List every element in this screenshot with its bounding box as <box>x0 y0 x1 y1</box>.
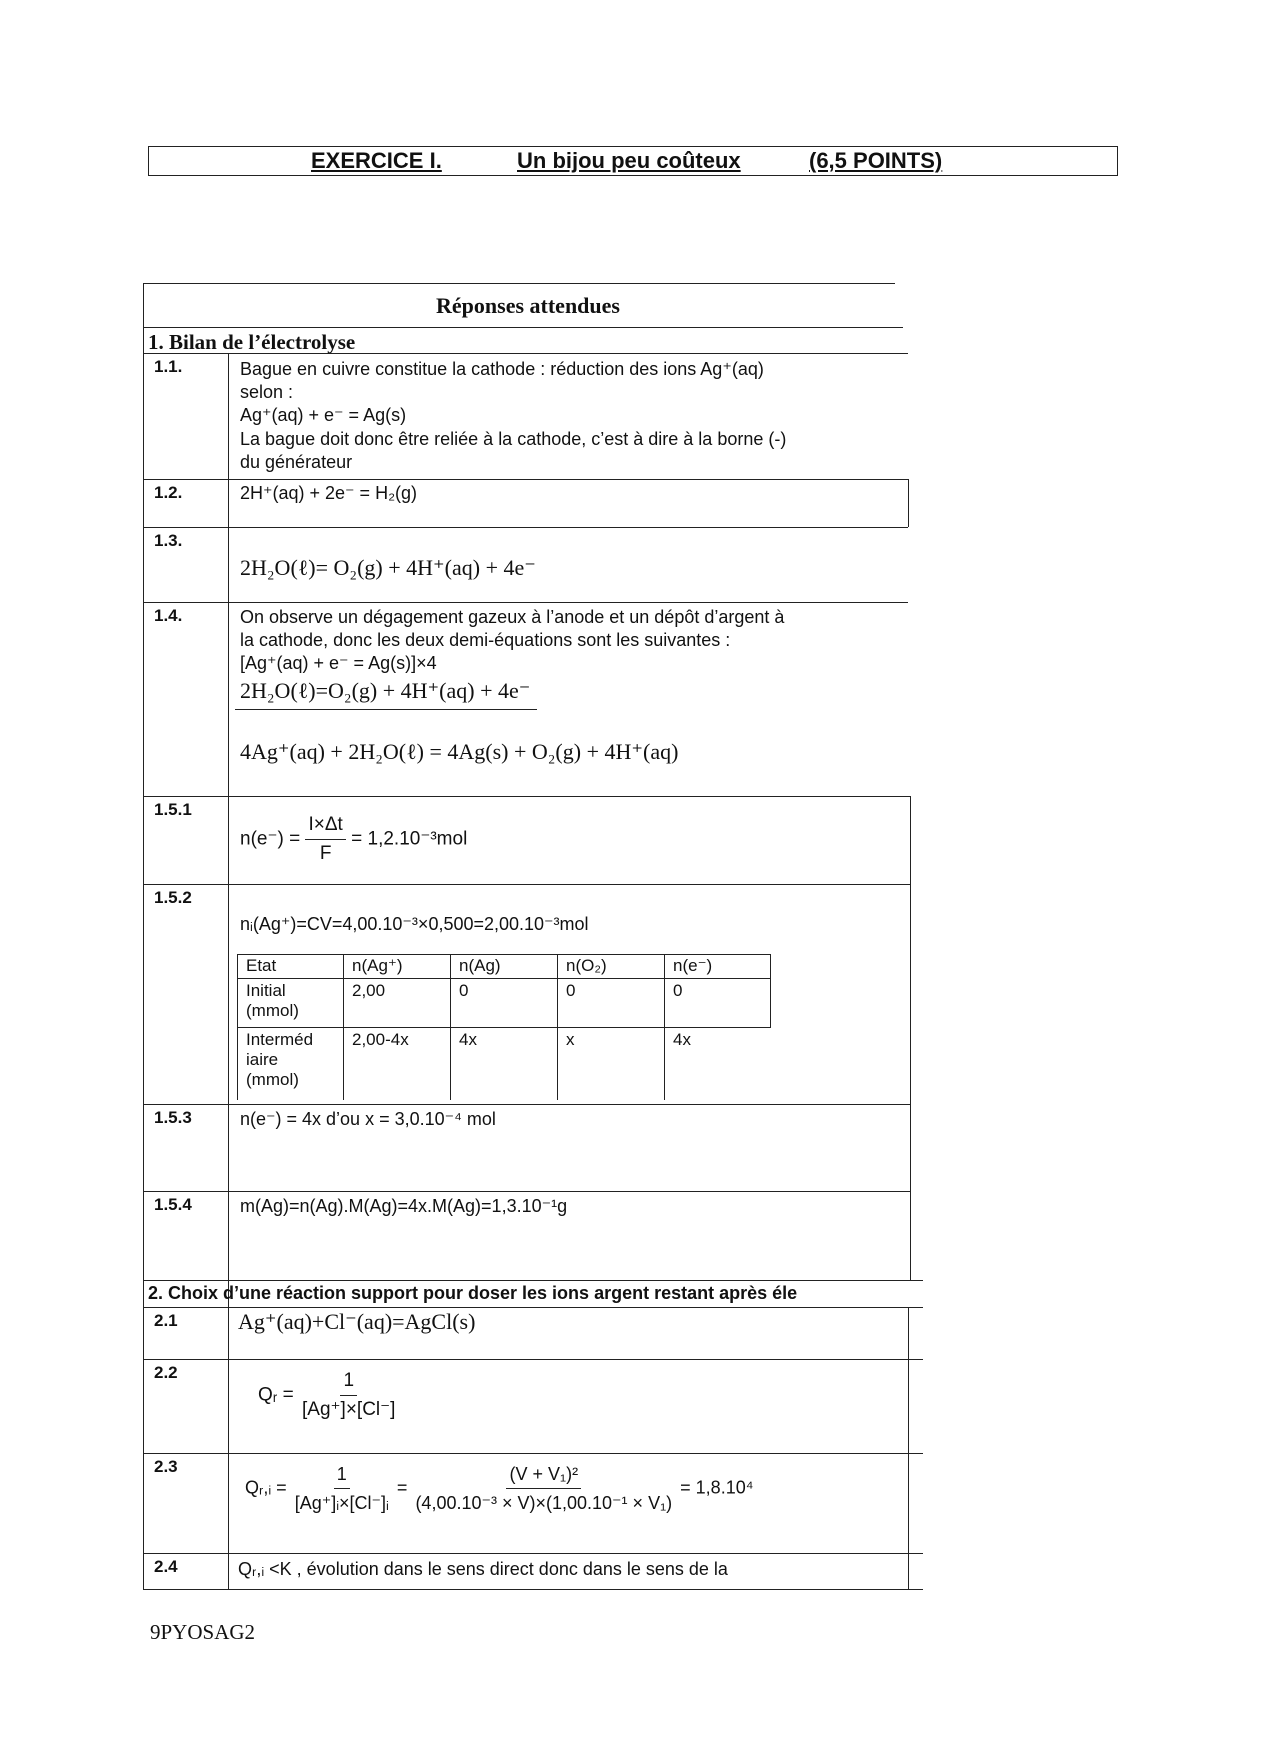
row-number: 1.5.2 <box>154 888 192 907</box>
header-cell: n(e⁻) <box>673 956 713 975</box>
fraction <box>305 812 345 867</box>
inner-row-line <box>237 1027 771 1028</box>
answer-equation: Ag⁺(aq)+Cl⁻(aq)=AgCl(s) <box>238 1309 476 1334</box>
table-cell: x <box>566 1030 575 1049</box>
overall-equation: 4Ag⁺(aq) + 2H₂O(ℓ) = 4Ag(s) + O₂(g) + 4H⁺(aq) <box>240 739 679 764</box>
inner-col-line <box>770 954 771 1027</box>
inner-col-line <box>450 954 451 1100</box>
answer-line: Ag⁺(aq) + e⁻ = Ag(s) <box>240 405 407 425</box>
row-divider <box>143 479 908 480</box>
table-title: Réponses attendues <box>436 293 620 318</box>
right-border-segment <box>908 479 909 527</box>
answer-line: selon : <box>240 382 294 402</box>
row-number: 2.2 <box>154 1363 178 1382</box>
table-cell: 0 <box>673 981 683 1000</box>
inner-col-line <box>557 954 558 1100</box>
row-number: 2.4 <box>154 1557 178 1576</box>
answer-equation: 2H₂O(ℓ)= O₂(g) + 4H⁺(aq) + 4e⁻ <box>240 555 536 580</box>
right-border-segment <box>910 796 911 1280</box>
exercise-subject: Un bijou peu coûteux <box>517 148 741 173</box>
row-number: 1.2. <box>154 483 183 502</box>
progress-table <box>237 954 771 1100</box>
table-cell: 2,00-4x <box>352 1030 409 1049</box>
exercise-label: EXERCICE I. <box>311 148 442 173</box>
table-top-border <box>143 283 895 284</box>
row-divider <box>143 1307 923 1308</box>
section-1-heading: 1. Bilan de l’électrolyse <box>148 330 356 354</box>
answers-table <box>143 283 923 1591</box>
row-divider <box>143 1280 923 1281</box>
formula-lhs: n(e⁻) = <box>240 828 301 850</box>
row-number: 1.1. <box>154 357 183 376</box>
answer-text: Qᵣ,ᵢ <K , évolution dans le sens direct donc dans le sens de la <box>238 1559 728 1579</box>
fraction-denominator: [Ag⁺]ᵢ×[Cl⁻]ᵢ <box>294 1493 389 1513</box>
reaction-quotient-formula <box>258 1368 398 1423</box>
row-number: 2.3 <box>154 1457 178 1476</box>
answer-line: du générateur <box>240 452 353 472</box>
table-bottom-border <box>143 1589 923 1590</box>
half-equation: 2H₂O(ℓ)=O₂(g) + 4H⁺(aq) + 4e⁻ <box>240 678 531 703</box>
inner-row-line <box>237 954 771 955</box>
row-divider <box>143 1553 923 1554</box>
fraction-denominator: [Ag⁺]×[Cl⁻] <box>302 1399 396 1420</box>
formula-rhs: = 1,2.10⁻³mol <box>351 828 468 850</box>
table-cell: 2,00 <box>352 981 386 1000</box>
row-divider <box>143 1359 923 1360</box>
row-divider <box>143 1104 910 1105</box>
section-2-heading: 2. Choix d’une réaction support pour doser les ions argent restant après éle <box>148 1283 798 1303</box>
row-divider <box>143 1191 910 1192</box>
header-cell: n(Ag⁺) <box>352 956 403 975</box>
answer-text: n(e⁻) = 4x d’ou x = 3,0.10⁻⁴ mol <box>240 1109 496 1129</box>
header-cell: Etat <box>246 956 277 975</box>
equals-sign: = <box>396 1477 408 1498</box>
row-divider <box>143 327 903 328</box>
page-code: 9PYOSAG2 <box>150 1620 256 1644</box>
row-number: 1.5.4 <box>154 1195 192 1214</box>
formula-rhs: = 1,8.10⁴ <box>680 1477 754 1498</box>
row-number: 1.4. <box>154 606 183 625</box>
fraction <box>299 1368 398 1423</box>
row-divider <box>143 527 908 528</box>
equation-sum-line <box>235 709 537 710</box>
inner-col-line <box>664 954 665 1100</box>
fraction-numerator: (V + V₁)² <box>506 1461 581 1489</box>
table-cell: 4x <box>673 1030 691 1049</box>
table-cell: 0 <box>459 981 469 1000</box>
answer-equation: 2H⁺(aq) + 2e⁻ = H₂(g) <box>240 483 418 503</box>
row-label-initial: Initial (mmol) <box>246 981 299 1020</box>
formula-lhs: Qᵣ,ᵢ = <box>245 1477 287 1498</box>
header-cell: n(O₂) <box>566 956 607 975</box>
row-number: 1.3. <box>154 531 183 550</box>
row-number: 1.5.1 <box>154 800 192 819</box>
row-divider <box>143 602 908 603</box>
fraction-numerator: 1 <box>340 1368 357 1396</box>
fraction-numerator: I×Δt <box>305 812 345 840</box>
answer-line: [Ag⁺(aq) + e⁻ = Ag(s)]×4 <box>240 653 437 673</box>
fraction <box>412 1461 675 1516</box>
inner-row-line <box>237 978 771 979</box>
initial-quotient-formula <box>245 1461 753 1516</box>
fraction-denominator: F <box>319 843 332 864</box>
answer-line: La bague doit donc être reliée à la cathode, c’est à dire à la borne (-) <box>240 429 787 449</box>
right-border-segment <box>908 1307 909 1589</box>
table-left-border <box>143 283 144 1589</box>
row-label-intermediate: Interméd iaire (mmol) <box>246 1030 314 1089</box>
table-cell: 4x <box>459 1030 477 1049</box>
answer-text: m(Ag)=n(Ag).M(Ag)=4x.M(Ag)=1,3.10⁻¹g <box>240 1196 568 1216</box>
electron-moles-formula <box>240 812 467 867</box>
row-divider <box>143 1453 923 1454</box>
answer-line: On observe un dégagement gazeux à l’anode et un dépôt d’argent à <box>240 607 785 627</box>
fraction-numerator: 1 <box>334 1461 350 1489</box>
formula-lhs: Qᵣ = <box>258 1384 294 1406</box>
fraction <box>292 1461 392 1516</box>
column-divider <box>228 353 229 1589</box>
inner-col-line <box>343 954 344 1100</box>
header-cell: n(Ag) <box>459 956 501 975</box>
row-number: 1.5.3 <box>154 1108 192 1127</box>
row-divider <box>143 796 910 797</box>
fraction-denominator: (4,00.10⁻³ × V)×(1,00.10⁻¹ × V₁) <box>415 1493 673 1513</box>
row-divider <box>143 884 910 885</box>
table-cell: 0 <box>566 981 576 1000</box>
row-number: 2.1 <box>154 1311 178 1330</box>
exercise-points: (6,5 POINTS) <box>809 148 943 173</box>
inner-col-line <box>237 954 238 1100</box>
answer-line: Bague en cuivre constitue la cathode : réduction des ions Ag⁺(aq) <box>240 359 764 379</box>
initial-moles-formula: nᵢ(Ag⁺)=CV=4,00.10⁻³×0,500=2,00.10⁻³mol <box>240 914 589 934</box>
exercise-title-box <box>148 146 1118 176</box>
answer-line: la cathode, donc les deux demi-équations sont les suivantes : <box>240 630 731 650</box>
